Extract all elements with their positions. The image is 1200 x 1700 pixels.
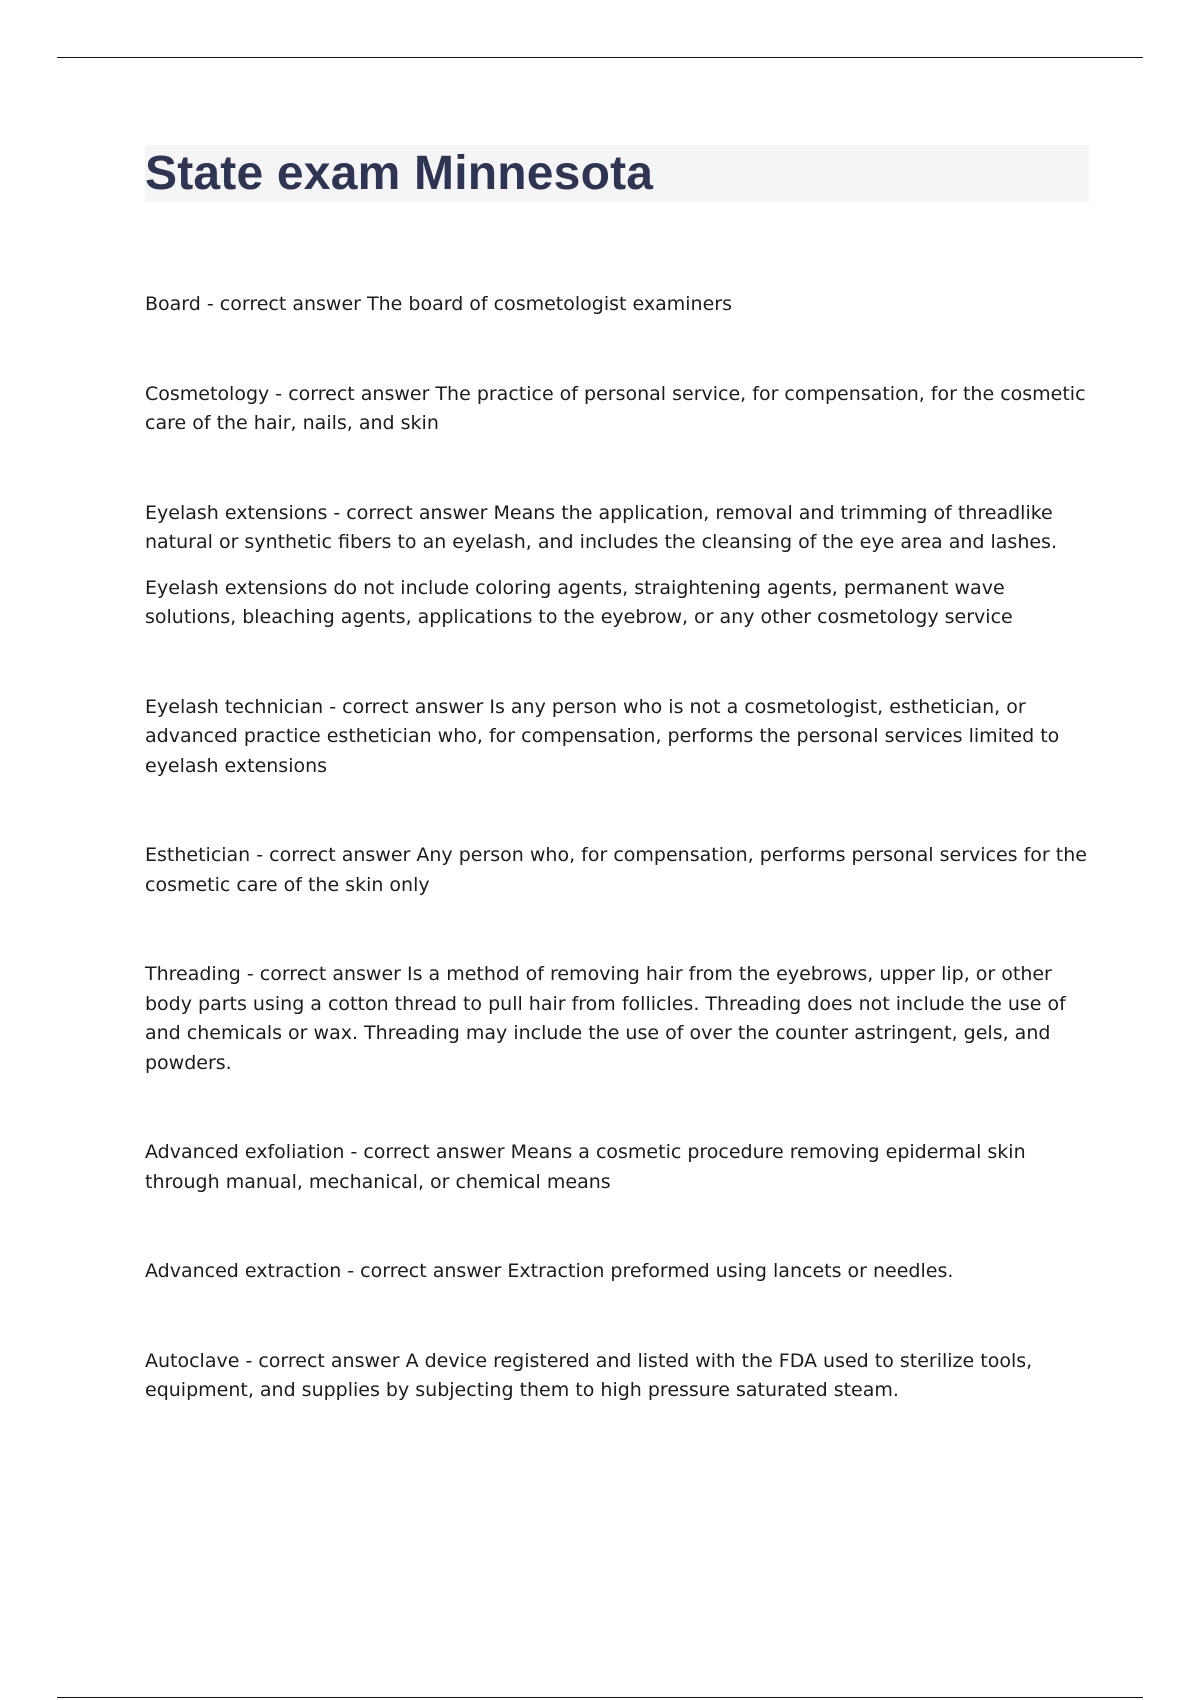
entry-text: Esthetician - correct answer Any person who, for compensation, performs personal services for the cosmetic care of the skin only	[145, 844, 1087, 896]
page-top-rule	[57, 57, 1143, 58]
entry-text-continued: Eyelash extensions do not include coloring agents, straightening agents, permanent wave solutions, bleaching agents, applications to the eyebrow, or any other cosmetology service	[145, 576, 1013, 628]
entry-advanced-extraction	[145, 1257, 1095, 1287]
entry-advanced-exfoliation	[145, 1138, 1095, 1197]
flashcard-list	[145, 290, 1095, 1466]
entry-text: Board - correct answer The board of cosmetologist examiners	[145, 293, 732, 315]
entry-eyelash-technician	[145, 693, 1095, 782]
entry-text: Threading - correct answer Is a method of removing hair from the eyebrows, upper lip, or other body parts using a cotton thread to pull hair from follicles. Threading does not include the use of and chemicals or wax. Threading may include the use of over the counter astringent, gels, and powders.	[145, 963, 1066, 1074]
entry-threading	[145, 960, 1095, 1078]
entry-text: Eyelash extensions - correct answer Means the application, removal and trimming of threadlike natural or synthetic fibers to an eyelash, and includes the cleansing of the eye area and lashes.	[145, 501, 1057, 553]
entry-eyelash-extensions	[145, 499, 1095, 633]
entry-text: Cosmetology - correct answer The practice of personal service, for compensation, for the cosmetic care of the hair, nails, and skin	[145, 382, 1086, 434]
entry-board	[145, 290, 1095, 320]
entry-text: Advanced exfoliation - correct answer Means a cosmetic procedure removing epidermal skin through manual, mechanical, or chemical means	[145, 1141, 1026, 1193]
entry-cosmetology	[145, 380, 1095, 439]
page-title: State exam Minnesota	[145, 147, 654, 200]
entry-text: Eyelash technician - correct answer Is any person who is not a cosmetologist, esthetician, or advanced practice esthetician who, for compensation, performs the personal services limited to eyelash extensions	[145, 695, 1060, 777]
entry-text: Autoclave - correct answer A device registered and listed with the FDA used to sterilize tools, equipment, and supplies by subjecting them to high pressure saturated steam.	[145, 1349, 1033, 1401]
page-bottom-rule	[57, 1697, 1143, 1698]
entry-esthetician	[145, 841, 1095, 900]
entry-text: Advanced extraction - correct answer Extraction preformed using lancets or needles.	[145, 1260, 954, 1282]
entry-autoclave	[145, 1347, 1095, 1406]
